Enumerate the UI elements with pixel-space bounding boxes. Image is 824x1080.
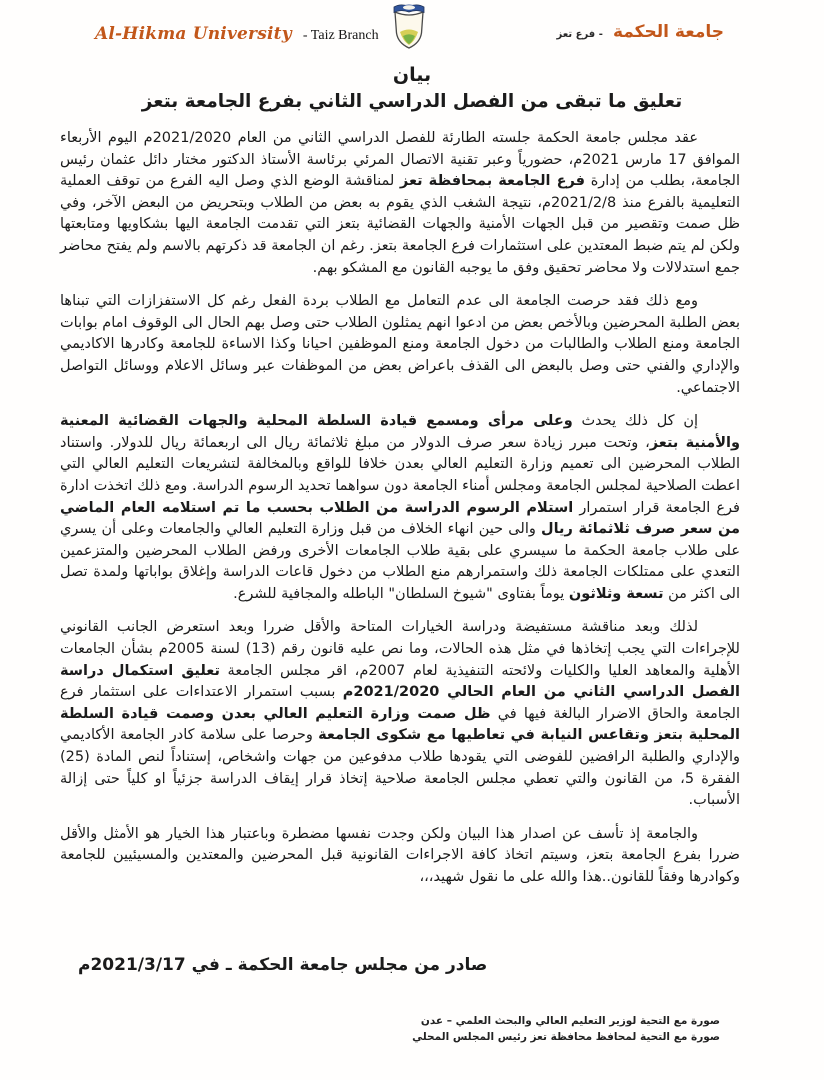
header-left	[95, 24, 379, 44]
paragraph	[60, 411, 740, 605]
cc-note: صورة مع التحية لوزير التعليم العالي والبحث العلمي – عدن	[420, 1015, 720, 1027]
text-run-bold: ظل صمت وزارة التعليم العالي بعدن وصمت قيادة السلطة المحلية بتعز وتقاعس النيابة في تعاطيها مع شكوى الجامعة	[60, 705, 740, 744]
statement-title: بيان	[392, 64, 432, 86]
university-logo-icon	[391, 3, 427, 53]
cc-notes	[412, 1013, 720, 1045]
cc-note: صورة مع التحية لمحافظ محافظة تعز رئيس المجلس المحلي	[412, 1031, 720, 1043]
statement-subtitle: تعليق ما تبقى من الفصل الدراسي الثاني بفرع الجامعة بتعز	[141, 91, 683, 112]
text-run: وحرصا على سلامة كادر الجامعة الأكاديمي والإداري والطلبة الرافضين للفوضى التي يقودها طلاب مدفوعين من جهات واشخاص، إستناداً لنص المادة (25) الفقرة 5، من القانون والتي تعطي مجلس الجامعة صلاحية إتخاذ قرار إيقاف الدراسة جزئياً او كلياً حتى إزالة الأسباب.	[60, 727, 740, 809]
text-run: لمناقشة الوضع الذي وصل اليه الفرع من توقف العملية التعليمية بالفرع منذ 2021/2/8م، نتيجة الشغب الذي يقوم به بعض من الطلاب وبتحريض من البعض الآخر، وفي ظل صمت وتقصير من قبل الجهات الأمنية والجهات القضائية بتعز التي تقدمت الجامعة اليها بشكاويها ومتابعتها ولكن لم يتم ضبط المعتدين على استثمارات فرع الجامعة بتعز. رغم ان الجامعة قد ذكرتهم بالاسم ولم يفتح محاضر جمع استدلالات ولا محاضر تحقيق وفق ما يوجبه القانون مع المشكو بهم.	[60, 173, 740, 276]
text-run-bold: تسعة وثلاثون	[568, 585, 664, 602]
text-run: ومع ذلك فقد حرصت الجامعة الى عدم التعامل مع الطلاب بردة الفعل رغم كل الاستفزازات التي تبناها بعض الطلبة المحرضين وبالأخص بعض من ادعوا انهم يمثلون الطلاب حتى وصل بهم الحال الى الوقوف امام بوابات الجامعة ومنع الطلاب والطالبات من دخول الجامعة ومنع الموظفين احيانا وكذا الاساءة للجامعة وكادرها الاكاديمي والإداري والفني حتى وصل بالبعض الى القذف باعراض بعض من الموظفات عبر وسائل الاعلام ووسائل التواصل الاجتماعي.	[60, 293, 740, 396]
text-run: بسبب استمرار الاعتداءات على استثمار فرع الجامعة والحاق الاضرار البالغة فيها في	[60, 684, 740, 722]
text-run: ، وتحت مبرر زيادة سعر صرف الدولار من مبلغ ثلاثمائة ريال الى اربعمائة ريال للدولار. واستناد الطلاب المحرضين الى تعميم وزارة التعليم العالي بعدن خلافا للواقع وبالمخالفة لتشريعات التعليم العالي التي اعطت الصلاحية لمجلس الجامعة ومجلس أمناء الجامعة دون سواهما تحديد الرسوم الدراسة. ومع ذلك اتخذت ادارة فرع الجامعة قرار استمرار	[60, 434, 740, 516]
text-run-bold: تعليق استكمال دراسة الفصل الدراسي الثاني من العام الحالي 2021/2020م	[60, 662, 740, 701]
paragraph	[60, 617, 740, 811]
text-run: عقد مجلس جامعة الحكمة جلسته الطارئة للفصل الدراسي الثاني من العام 2021/2020م اليوم الأربعاء الموافق 17 مارس 2021م، حضورياً وعبر تقنية الاتصال المرئي برئاسة الأستاذ الدكتور مختار دائل عثمان رئيس الجامعة، بطلب من إدارة	[60, 130, 741, 190]
branch-name-en: - Taiz Branch	[302, 28, 379, 43]
paragraph	[60, 291, 740, 399]
paragraph	[60, 128, 740, 279]
text-run: يوماً بفتاوى "شيوخ السلطان" الباطله والمجافية للشرع.	[233, 585, 569, 602]
university-name-en: Al-Hikma University	[95, 24, 292, 44]
university-name-ar: جامعة الحكمة	[612, 22, 724, 42]
text-run: إن كل ذلك يحدث	[572, 413, 698, 430]
signature-line: صادر من مجلس جامعة الحكمة ـ في 2021/3/17م	[78, 955, 488, 975]
text-run-bold: وعلى مرأى ومسمع قيادة السلطة المحلية والجهات القضائية المعنية والأمنية بتعز	[60, 413, 740, 451]
branch-name-ar: - فرع تعز	[556, 29, 603, 40]
paragraph	[60, 824, 740, 889]
text-run: والجامعة إذ تأسف عن اصدار هذا البيان ولكن وجدت نفسها مضطرة وباعتبار هذا الخيار هو الأمثل والأقل ضررا بفرع الجامعة بتعز، وسيتم اتخاذ كافة الاجراءات القانونية قبل المحرضين والمعتدين والمسيئيين للجامعة وكوادرها وفقاً للقانون..هذا والله على ما نقول شهيد،،،	[60, 825, 740, 885]
statement-body	[0, 115, 824, 889]
header-right	[557, 22, 724, 42]
text-run: لذلك وبعد مناقشة مستفيضة ودراسة الخيارات المتاحة والأقل ضررا وبعد استعرض الجانب القانوني للإجراءات التي يجب إتخاذها في مثل هذه الحالات، وما نص عليه قانون رقم (13) لسنة 2005م بشأن الجامعات الأهلية والمعاهد العليا والكليات ولائحته التنفيذية لعام 2007م، اقر مجلس الجامعة	[60, 619, 740, 679]
text-run: والى حين انهاء الخلاف من قبل وزارة التعليم العالي والجامعات وعلى أن يسري على طلاب جامعة الحكمة ما سيسري على بقية طلاب الجامعات الأخرى ورفض الطلاب المحرضين والمتزعمين التعدي على ممتلكات الجامعة ذلك واستمرارهم منع الطلاب من دخول قاعات الدراسة وإغلاق بواباتها ولمدة تصل الى اكثر من	[60, 521, 740, 602]
text-run-bold: استلام الرسوم الدراسة من الطلاب بحسب ما تم استلامه العام الماضي من سعر صرف ثلاثمائة ريال	[60, 499, 740, 538]
text-run-bold: فرع الجامعة بمحافظة تعز	[399, 173, 586, 190]
